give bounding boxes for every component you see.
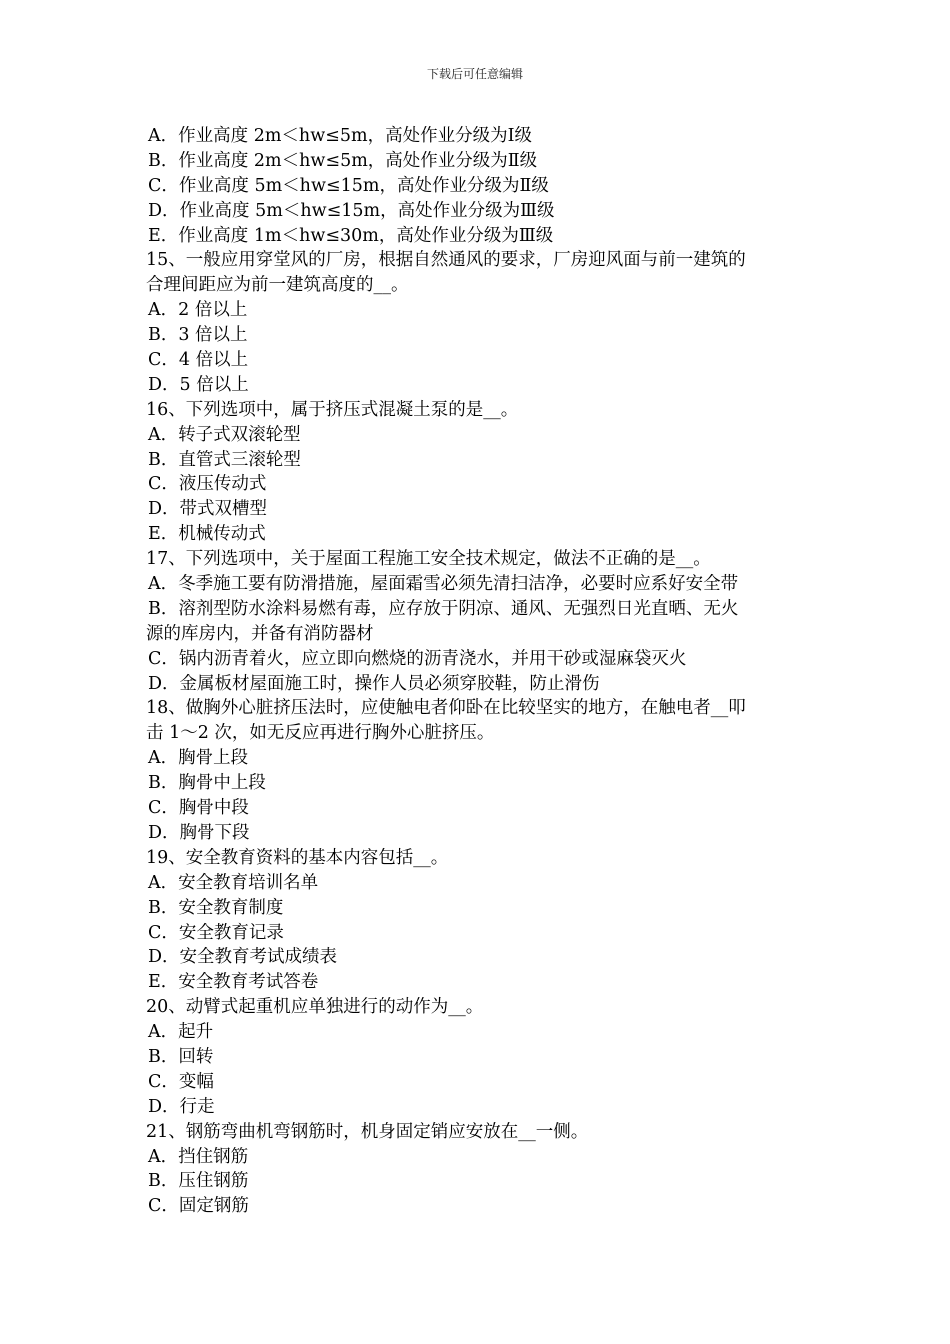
answer-option-line: B．直管式三滚轮型: [148, 449, 301, 470]
answer-option-line: B．胸骨中上段: [148, 773, 266, 794]
answer-option-line: D．金属板材屋面施工时，操作人员必须穿胶鞋，防止滑伤: [148, 673, 600, 694]
question-text-line: 20、动臂式起重机应单独进行的动作为__。: [146, 997, 484, 1018]
answer-option-line: C．锅内沥青着火，应立即向燃烧的沥青浇水，并用干砂或湿麻袋灭火: [148, 648, 687, 669]
question-text-line: 19、安全教育资料的基本内容包括__。: [146, 847, 449, 868]
answer-option-line: B．压住钢筋: [148, 1171, 249, 1192]
answer-option-line: A．胸骨上段: [148, 748, 249, 769]
answer-option-line: D．行走: [148, 1096, 215, 1117]
answer-option-line: A．冬季施工要有防滑措施，屋面霜雪必须先清扫洁净，必要时应系好安全带: [148, 574, 739, 595]
answer-option-line: E．安全教育考试答卷: [148, 972, 319, 993]
answer-option-line: B．安全教育制度: [148, 897, 284, 918]
answer-option-line: D．安全教育考试成绩表: [148, 947, 338, 968]
answer-option-line: B．回转: [148, 1046, 214, 1067]
answer-option-line: D．5 倍以上: [148, 374, 249, 395]
answer-option-line: C．变幅: [148, 1071, 214, 1092]
question-text-line: 17、下列选项中，关于屋面工程施工安全技术规定，做法不正确的是__。: [146, 549, 711, 570]
question-text-line: 击 1～2 次，如无反应再进行胸外心脏挤压。: [146, 723, 495, 744]
answer-option-line: A．转子式双滚轮型: [148, 424, 301, 445]
question-text-line: 合理间距应为前一建筑高度的__。: [146, 275, 409, 296]
answer-option-line: C．胸骨中段: [148, 798, 249, 819]
question-text-line: 18、做胸外心脏挤压法时，应使触电者仰卧在比较坚实的地方，在触电者__叩: [146, 698, 746, 719]
answer-option-line: D．作业高度 5m＜hw≤15m，高处作业分级为Ⅲ级: [148, 200, 555, 221]
answer-option-line: A．起升: [148, 1022, 214, 1043]
question-text-line: 15、一般应用穿堂风的厂房，根据自然通风的要求，厂房迎风面与前一建筑的: [146, 250, 746, 271]
answer-option-line: A．作业高度 2m＜hw≤5m，高处作业分级为Ⅰ级: [148, 126, 532, 146]
document-body: [146, 124, 812, 1219]
answer-option-line: C．安全教育记录: [148, 922, 284, 943]
answer-option-line: B．3 倍以上: [148, 325, 248, 346]
answer-option-line: D．带式双槽型: [148, 499, 268, 520]
answer-option-line: B．作业高度 2m＜hw≤5m，高处作业分级为Ⅱ级: [148, 150, 538, 171]
question-text-line: 16、下列选项中，属于挤压式混凝土泵的是__。: [146, 399, 519, 420]
answer-option-line: C．作业高度 5m＜hw≤15m，高处作业分级为Ⅱ级: [148, 175, 549, 196]
answer-option-line: A．安全教育培训名单: [148, 872, 319, 893]
answer-option-line: A．2 倍以上: [148, 300, 248, 321]
answer-option-line: B．溶剂型防水涂料易燃有毒，应存放于阴凉、通风、无强烈日光直晒、无火: [148, 598, 739, 619]
question-text-line: 21、钢筋弯曲机弯钢筋时，机身固定销应安放在__一侧。: [146, 1121, 589, 1142]
answer-option-line: A．挡住钢筋: [148, 1146, 249, 1167]
answer-option-line: D．胸骨下段: [148, 822, 250, 843]
answer-option-line: C．4 倍以上: [148, 350, 249, 371]
answer-option-line: C．固定钢筋: [148, 1196, 249, 1217]
page-header: 下载后可任意编辑: [426, 67, 523, 81]
question-text-line: 源的库房内，并备有消防器材: [146, 623, 374, 644]
answer-option-line: E．机械传动式: [148, 524, 266, 545]
answer-option-line: C．液压传动式: [148, 474, 267, 495]
answer-option-line: E．作业高度 1m＜hw≤30m，高处作业分级为Ⅲ级: [148, 225, 554, 246]
